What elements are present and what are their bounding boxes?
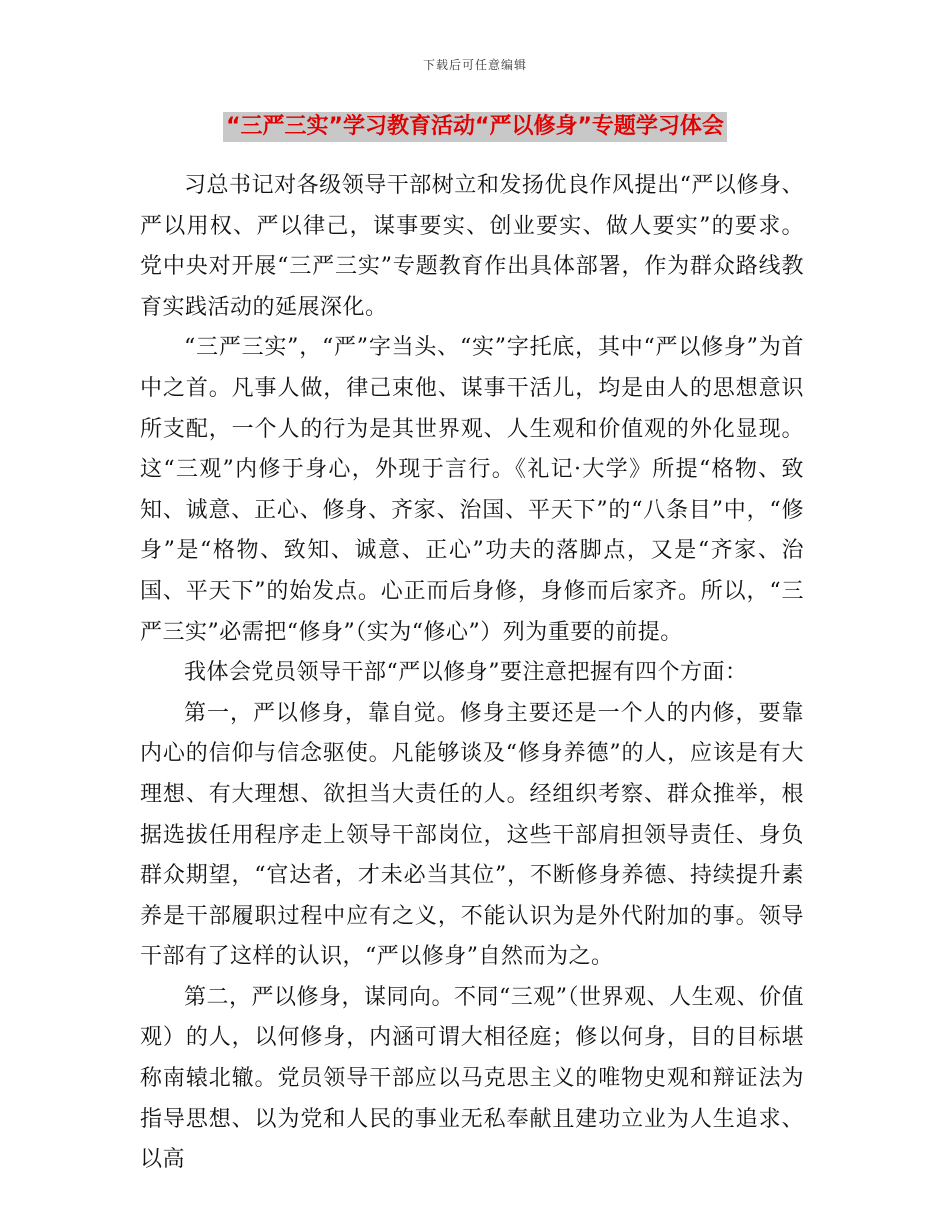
header-note: 下载后可任意编辑	[422, 58, 527, 72]
paragraph-2: “三严三实”，“严”字当头、“实”字托底，其中“严以修身”为首中之首。凡事人做，律己束他、谋事干活儿，均是由人的思想意识所支配，一个人的行为是其世界观、人生观和价值观的外化显现。这“三观”内修于身心，外现于言行。《礼记·大学》所提“格物、致知、诚意、正心、修身、齐家、治国、平天下”的“八条目”中，“修身”是“格物、致知、诚意、正心”功夫的落脚点，又是“齐家、治国、平天下”的始发点。心正而后身修，身修而后家齐。所以，“三严三实”必需把“修身”（实为“修心”）列为重要的前提。	[140, 335, 804, 645]
title-container	[0, 112, 950, 142]
paragraph-1: 习总书记对各级领导干部树立和发扬优良作风提出“严以修身、严以用权、严以律己，谋事要实、创业要实、做人要实”的要求。党中央对开展“三严三实”专题教育作出具体部署，作为群众路线教育实践活动的延展深化。	[140, 173, 804, 320]
paragraph-4: 第一，严以修身，靠自觉。修身主要还是一个人的内修，要靠内心的信仰与信念驱使。凡能够谈及“修身养德”的人，应该是有大理想、有大理想、欲担当大责任的人。经组织考察、群众推举，根据选拔任用程序走上领导干部岗位，这些干部肩担领导责任、身负群众期望，“官达者，才未必当其位”，不断修身养德、持续提升素养是干部履职过程中应有之义，不能认识为是外代附加的事。领导干部有了这样的认识，“严以修身”自然而为之。	[140, 700, 804, 970]
document-title: “三严三实”学习教育活动“严以修身”专题学习体会	[223, 112, 727, 142]
document-body	[140, 166, 804, 1181]
paragraph-5: 第二，严以修身，谋同向。不同“三观”（世界观、人生观、价值观）的人，以何修身，内涵可谓大相径庭；修以何身，目的目标堪称南辕北辙。党员领导干部应以马克思主义的唯物史观和辩证法为指导思想、以为党和人民的事业无私奉献且建功立业为人生追求、以高	[140, 984, 804, 1173]
paragraph-3: 我体会党员领导干部“严以修身”要注意把握有四个方面：	[184, 660, 748, 686]
